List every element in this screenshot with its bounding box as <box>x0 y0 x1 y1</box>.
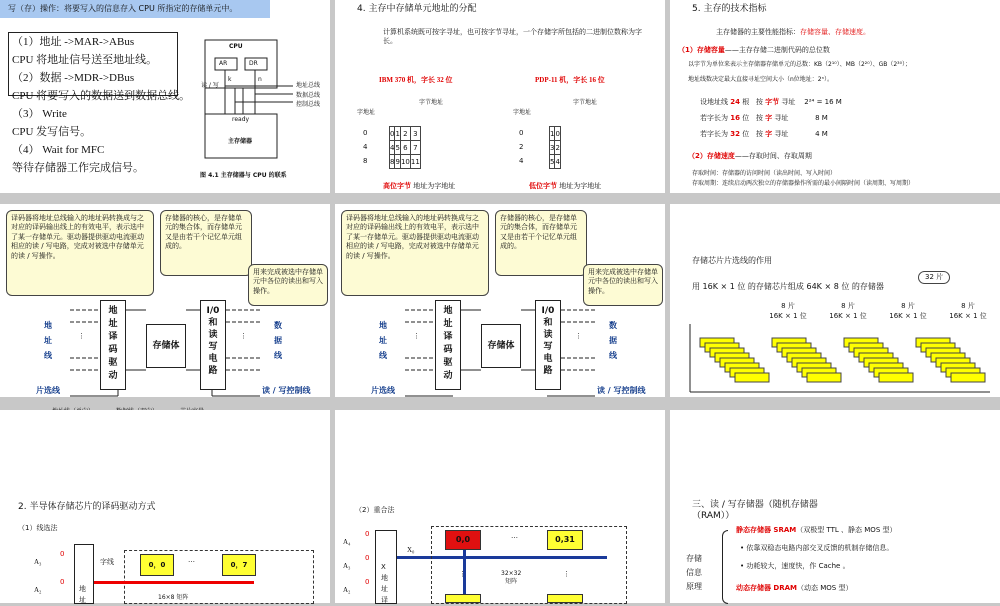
storage-principle-label: 存储 信息 原理 <box>686 554 702 591</box>
address-line-label: 地 址 线 <box>44 321 52 360</box>
storage-array-box: 存储体 <box>146 324 186 368</box>
ibm-word-addr: 4 <box>363 143 368 152</box>
sub-title: （1）线选法 <box>18 524 58 532</box>
k-label: k <box>228 76 232 83</box>
chip-desc: 用 16K × 1 位 的存储芯片组成 64K × 8 位 的存储器 <box>692 282 884 291</box>
cap-row <box>700 114 828 123</box>
ibm-footer-highlight: 高位字节 <box>383 182 411 190</box>
sub-title: （2）重合法 <box>355 506 395 514</box>
cap-row-addr: 寻址 <box>774 114 789 122</box>
step-1: （1）地址 ->MAR->ABus <box>12 36 135 48</box>
slide-tech-specs[interactable] <box>670 0 1000 193</box>
cap-row-unit: 位 <box>742 130 750 138</box>
cap-row-by: 按 <box>755 98 763 106</box>
cell-0-7: 0，7 <box>222 554 256 576</box>
cap-row-unit: 根 <box>742 98 750 106</box>
byte-cell: 9 <box>395 155 400 169</box>
brace <box>722 530 728 604</box>
bit-zero: 0 <box>365 530 370 538</box>
cap-row-result: 4 M <box>815 130 828 138</box>
decoder-callout: 译码器将地址总线输入的地址码转换成与之对应的译码输出线上的有效电平，表示选中了某一存储单元。驱动器提供驱动电流驱动相应的读 / 写电路，完成对被选中存储单元的读 / 写操作。 <box>341 210 489 296</box>
byte-cell: 6 <box>400 141 410 155</box>
ibm-word-addr-label: 字地址 <box>357 109 376 116</box>
cap-row-mode: 字 <box>765 130 773 138</box>
slide-write-operation[interactable] <box>0 0 330 193</box>
pdp-word-addr: 4 <box>519 157 524 166</box>
cap-row-mode: 字 <box>765 114 773 122</box>
slide-title: 4. 主存中存储单元地址的分配 <box>357 4 477 14</box>
speed-head-line <box>688 152 812 161</box>
slide-address-allocation[interactable] <box>335 0 665 193</box>
group-count: 8 片 <box>901 302 915 310</box>
capacity-head: （1）存储容量 <box>678 46 725 54</box>
dots: ⋮ <box>563 570 570 578</box>
address-decoder-box: 地 址 译 码 驱 动 <box>435 300 461 390</box>
capacity-desc: ——主存存储二进制代码的总位数 <box>724 46 830 54</box>
x-decoder-label: X 地 址 译 <box>381 563 388 604</box>
dots: … <box>188 556 195 564</box>
metric-line <box>716 28 870 37</box>
pdp-footer <box>529 182 601 191</box>
cpu-label: CPU <box>229 43 243 50</box>
data-bus-label: 数据总线 <box>296 92 321 99</box>
dr-label: DR <box>249 60 258 67</box>
cell-0-31: 0,31 <box>547 530 583 550</box>
pdp-footer-highlight: 低位字节 <box>529 182 557 190</box>
byte-cell: 2 <box>400 127 410 141</box>
cap-row <box>700 98 842 107</box>
cap-row-unit: 位 <box>742 114 750 122</box>
matrix-label: 32×32 矩阵 <box>501 570 522 585</box>
matrix-label: 16×8 矩阵 <box>158 594 189 601</box>
capacity-head-line <box>678 46 830 55</box>
cap-row-mode: 字节 <box>765 98 780 106</box>
byte-cell: 3 <box>550 141 555 155</box>
bullet-text: 功耗较大，速度快，作 Cache 。 <box>746 562 850 570</box>
array-callout: 存储器的核心，是存储单元的集合体，而存储单元又是由若干个记忆单元组成的。 <box>495 210 587 276</box>
step-3: （3） Write <box>12 108 67 120</box>
byte-cell: 3 <box>410 127 420 141</box>
byte-cell: 11 <box>410 155 420 169</box>
byte-cell: 4 <box>555 155 560 169</box>
a2-label: A₂ <box>34 586 42 594</box>
main-memory-label: 主存储器 <box>228 138 253 145</box>
pdp-label: PDP-11 机，字长 16 位 <box>535 76 605 84</box>
byte-cell: 2 <box>555 141 560 155</box>
dots: ⋮ <box>240 332 247 340</box>
figure-caption: 图 4.1 主存储器与 CPU 的联系 <box>200 172 287 179</box>
group-spec: 16K × 1 位 <box>949 312 987 320</box>
sram-desc: （双极型 TTL 、静态 MOS 型） <box>796 526 897 534</box>
byte-cell: 7 <box>410 141 420 155</box>
rw-circuit-callout: 用来完成被选中存储单元中各位的读出和写入操作。 <box>248 264 328 306</box>
pdp-word-addr-label: 字地址 <box>513 109 532 116</box>
group-spec: 16K × 1 位 <box>769 312 807 320</box>
slide-chip-select-role[interactable] <box>670 204 1000 397</box>
cell-bottom <box>445 594 481 603</box>
io-rw-circuit-box: I/0 和 读 写 电 路 <box>200 300 226 390</box>
pdp-word-addr: 0 <box>519 129 524 137</box>
cap-row-text: 若字长为 <box>700 114 728 122</box>
table-row <box>390 127 421 141</box>
slide-title: 三、读 / 写存储器（随机存储器（RAM）） <box>692 500 818 521</box>
slide-header-bar <box>0 0 270 18</box>
data-line-label: 数 据 线 <box>609 321 617 360</box>
a4-label: A₄ <box>343 538 351 546</box>
storage-array-box: 存储体 <box>481 324 521 368</box>
byte-cell: 0 <box>555 127 560 141</box>
group-count: 8 片 <box>961 302 975 310</box>
memory-chip <box>807 373 841 382</box>
memory-chip <box>735 373 769 382</box>
group-count: 8 片 <box>781 302 795 310</box>
byte-cell: 5 <box>395 141 400 155</box>
a2-label: A₂ <box>343 586 351 594</box>
slide-chip-structure-2[interactable] <box>335 204 665 397</box>
group-spec: 16K × 1 位 <box>889 312 927 320</box>
bit-zero: 0 <box>60 550 65 558</box>
cap-row-addr: 寻址 <box>781 98 796 106</box>
slide-chip-structure[interactable] <box>0 204 330 397</box>
rw-control-label: 读 / 写控制线 <box>262 386 311 395</box>
byte-cell: 0 <box>390 127 395 141</box>
step-1-desc: CPU 将地址信号送至地址线。 <box>12 54 158 66</box>
step-2: （2）数据 ->MDR->DBus <box>12 72 135 84</box>
access-time: 存取时间：存储器的访问时间（读出时间、写入时间） <box>692 170 837 177</box>
metric-highlight: 存储容量、存储速度。 <box>800 28 870 36</box>
slide-title: 存储芯片片选线的作用 <box>692 256 772 265</box>
sram-line <box>736 526 897 535</box>
data-line-label: 数 据 线 <box>274 321 282 360</box>
decoder-label: 地 址 <box>79 585 86 604</box>
table-row <box>550 127 561 141</box>
slide-title: 2. 半导体存储芯片的译码驱动方式 <box>18 502 156 512</box>
cell-0-0-selected: 0,0 <box>445 530 481 550</box>
byte-cell: 1 <box>395 127 400 141</box>
unit-line: 以字节为单位来表示主存储器存储单元的总数：KB（2¹⁰）、MB（2²⁰）、GB（2³⁰）； <box>688 61 911 68</box>
ready-label: ready <box>232 116 250 123</box>
ibm-footer-text: 地址为字地址 <box>411 182 456 190</box>
group-count: 8 片 <box>841 302 855 310</box>
cap-row-num: 32 <box>730 130 740 138</box>
cap-row-by: 按 <box>755 130 763 138</box>
dots: ⋮ <box>78 332 85 340</box>
ibm-word-addr: 8 <box>363 157 368 166</box>
ctrl-bus-label: 控制总线 <box>296 101 321 108</box>
step-2-desc: CPU 将要写入的数据送到数据总线。 <box>12 90 191 102</box>
io-rw-circuit-box: I/0 和 读 写 电 路 <box>535 300 561 390</box>
step-4: （4） Wait for MFC <box>12 144 105 156</box>
dots: ⋮ <box>575 332 582 340</box>
decoder-callout: 译码器将地址总线输入的地址码转换成与之对应的译码输出线上的有效电平，表示选中了某一存储单元。驱动器提供驱动电流驱动相应的读 / 写电路，完成对被选中存储单元的读 / 写操作。 <box>6 210 154 296</box>
bit-zero: 0 <box>365 554 370 562</box>
cap-row-text: 若字长为 <box>700 130 728 138</box>
slide-ram[interactable] <box>670 410 1000 603</box>
cap-row-result: 2²⁴ = 16 M <box>804 98 842 106</box>
slide-title: 5. 主存的技术指标 <box>692 4 767 14</box>
table-row <box>550 155 561 169</box>
byte-cell: 5 <box>550 155 555 169</box>
intro-text: 计算机系统既可按字寻址，也可按字节寻址，一个存储字所包括的二进制位数称为字长。 <box>383 28 642 46</box>
cap-row-num: 24 <box>730 98 740 106</box>
cap-row-result: 8 M <box>815 114 828 122</box>
addr-bus-label: 地址总线 <box>296 82 321 89</box>
dram-label: 动态存储器 DRAM <box>736 584 798 592</box>
selected-word-line <box>94 581 254 584</box>
pdp-footer-text: 地址为字地址 <box>557 182 602 190</box>
sram-bullet-1: • 依靠双稳态电路内部交叉反馈的机制存储信息。 <box>740 544 894 552</box>
addr-line: 地址线数决定最大直接寻址空间大小（n位地址：2ⁿ）。 <box>688 76 834 83</box>
sram-label: 静态存储器 SRAM <box>736 526 797 534</box>
address-line-label: 地 址 线 <box>379 321 387 360</box>
memory-chip <box>879 373 913 382</box>
table-row <box>390 141 421 155</box>
chip-array-illustration <box>670 316 1000 396</box>
dram-desc: （动态 MOS 型） <box>797 584 853 592</box>
a3-label: A₃ <box>34 558 42 566</box>
rw-control-label: 读 / 写控制线 <box>597 386 646 395</box>
cap-row-by: 按 <box>755 114 763 122</box>
pdp-word-addr: 2 <box>519 143 524 152</box>
metric-text: 主存储器的主要性能指标： <box>716 28 800 36</box>
cap-row-addr: 寻址 <box>774 130 789 138</box>
group-spec: 16K × 1 位 <box>829 312 867 320</box>
speed-head: （2）存储速度 <box>688 152 735 160</box>
chip-select-label: 片选线 <box>36 386 60 395</box>
cell-0-0: 0，0 <box>140 554 174 576</box>
ibm-label: IBM 370 机，字长 32 位 <box>379 76 453 84</box>
bit-zero: 0 <box>60 578 65 586</box>
speed-desc: ——存取时间、存取周期 <box>734 152 812 160</box>
ibm-word-addr: 0 <box>363 129 368 137</box>
dots: ⋮ <box>459 570 466 578</box>
x0-label: X₀ <box>407 546 415 554</box>
bullet-text: 依靠双稳态电路内部交叉反馈的机制存储信息。 <box>746 544 894 552</box>
table-row <box>550 141 561 155</box>
step-3-desc: CPU 发写信号。 <box>12 126 92 138</box>
ibm-footer <box>383 182 455 191</box>
slide-decode-coincident[interactable] <box>335 410 665 603</box>
sram-bullet-2: • 功耗较大，速度快，作 Cache 。 <box>740 562 850 570</box>
ibm-byte-addr-label: 字节地址 <box>419 99 444 106</box>
byte-cell: 8 <box>390 155 395 169</box>
byte-cell: 4 <box>390 141 395 155</box>
rw-circuit-callout: 用来完成被选中存储单元中各位的读出和写入操作。 <box>583 264 663 306</box>
address-decoder-box: 地 址 译 码 驱 动 <box>100 300 126 390</box>
byte-cell: 1 <box>550 127 555 141</box>
dram-line <box>736 584 852 593</box>
word-line-label: 字线 <box>100 558 114 566</box>
write-op-header: 写（存）操作：将要写入的信息存入 CPU 所指定的存储单元中。 <box>8 4 238 13</box>
array-callout: 存储器的核心，是存储单元的集合体，而存储单元又是由若干个记忆单元组成的。 <box>160 210 252 276</box>
bit-zero: 0 <box>365 578 370 586</box>
chip-count-badge: 32 片 <box>918 271 950 284</box>
table-row <box>390 155 421 169</box>
n-label: n <box>258 76 262 83</box>
ar-label: AR <box>219 60 228 67</box>
cap-row <box>700 130 828 139</box>
byte-cell: 10 <box>400 155 410 169</box>
rw-label: 读 / 写 <box>201 82 219 89</box>
cap-row-text: 设地址线 <box>700 98 728 106</box>
chip-select-label: 片选线 <box>371 386 395 395</box>
pdp-byte-addr-label: 字节地址 <box>573 99 598 106</box>
dots: ⋮ <box>413 332 420 340</box>
slide-decode-linesel[interactable] <box>0 410 330 603</box>
memory-chip <box>951 373 985 382</box>
cap-row-num: 16 <box>730 114 740 122</box>
a3-label: A₃ <box>343 562 351 570</box>
cell-bottom <box>547 594 583 603</box>
access-cycle: 存取周期：连续启动两次独立的存储器操作所需的最小间隔时间（读周期、写周期） <box>692 180 915 187</box>
dots: … <box>511 532 518 540</box>
step-4-desc: 等待存储器工作完成信号。 <box>12 162 144 174</box>
